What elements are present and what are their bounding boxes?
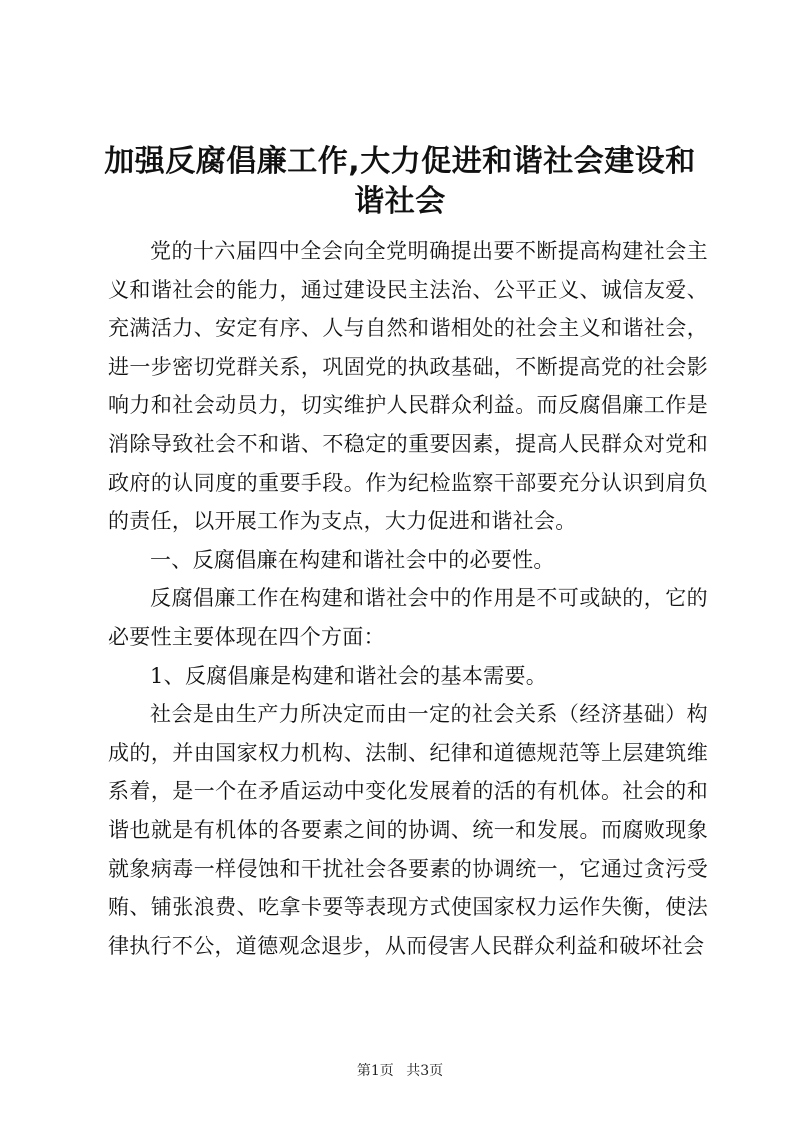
page-total: 共3页 <box>406 1063 444 1079</box>
document-title-line-1: 加强反腐倡廉工作,大力促进和谐社会建设和 <box>104 144 696 179</box>
subheading-1: 1、反腐倡廉是构建和谐社会的基本需要。 <box>150 663 548 688</box>
paragraph-society: 社会是由生产力所决定而由一定的社会关系（经济基础）构成的，并由国家权力机构、法制、纪律和道德规范等上层建筑维系着，是一个在矛盾运动中变化发展着的活的有机体。社会的和谐也就是有机体的各要素之间的协调、统一和发展。而腐败现象就象病毒一样侵蚀和干扰社会各要素的协调统一，它通过贪污受贿、铺张浪费、吃拿卡要等表现方式使国家权力运作失衡，使法律执行不公，道德观念退步，从而侵害人民群众利益和破坏社会 <box>108 702 708 958</box>
section-heading-1: 一、反腐倡廉在构建和谐社会中的必要性。 <box>150 547 555 572</box>
document-body <box>108 232 708 965</box>
document-title-line-2: 谐社会 <box>354 184 446 219</box>
page-footer <box>0 1062 800 1080</box>
paragraph-necessity: 反腐倡廉工作在构建和谐社会中的作用是不可或缺的，它的必要性主要体现在四个方面： <box>108 586 708 649</box>
paragraph-intro: 党的十六届四中全会向全党明确提出要不断提高构建社会主义和谐社会的能力，通过建设民主法治、公平正义、诚信友爱、充满活力、安定有序、人与自然和谐相处的社会主义和谐社会，进一步密切党群关系，巩固党的执政基础，不断提高党的社会影响力和社会动员力，切实维护人民群众利益。而反腐倡廉工作是消除导致社会不和谐、不稳定的重要因素，提高人民群众对党和政府的认同度的重要手段。作为纪检监察干部要充分认识到肩负的责任，以开展工作为支点，大力促进和谐社会。 <box>108 239 708 534</box>
page-number: 第1页 <box>356 1063 394 1079</box>
